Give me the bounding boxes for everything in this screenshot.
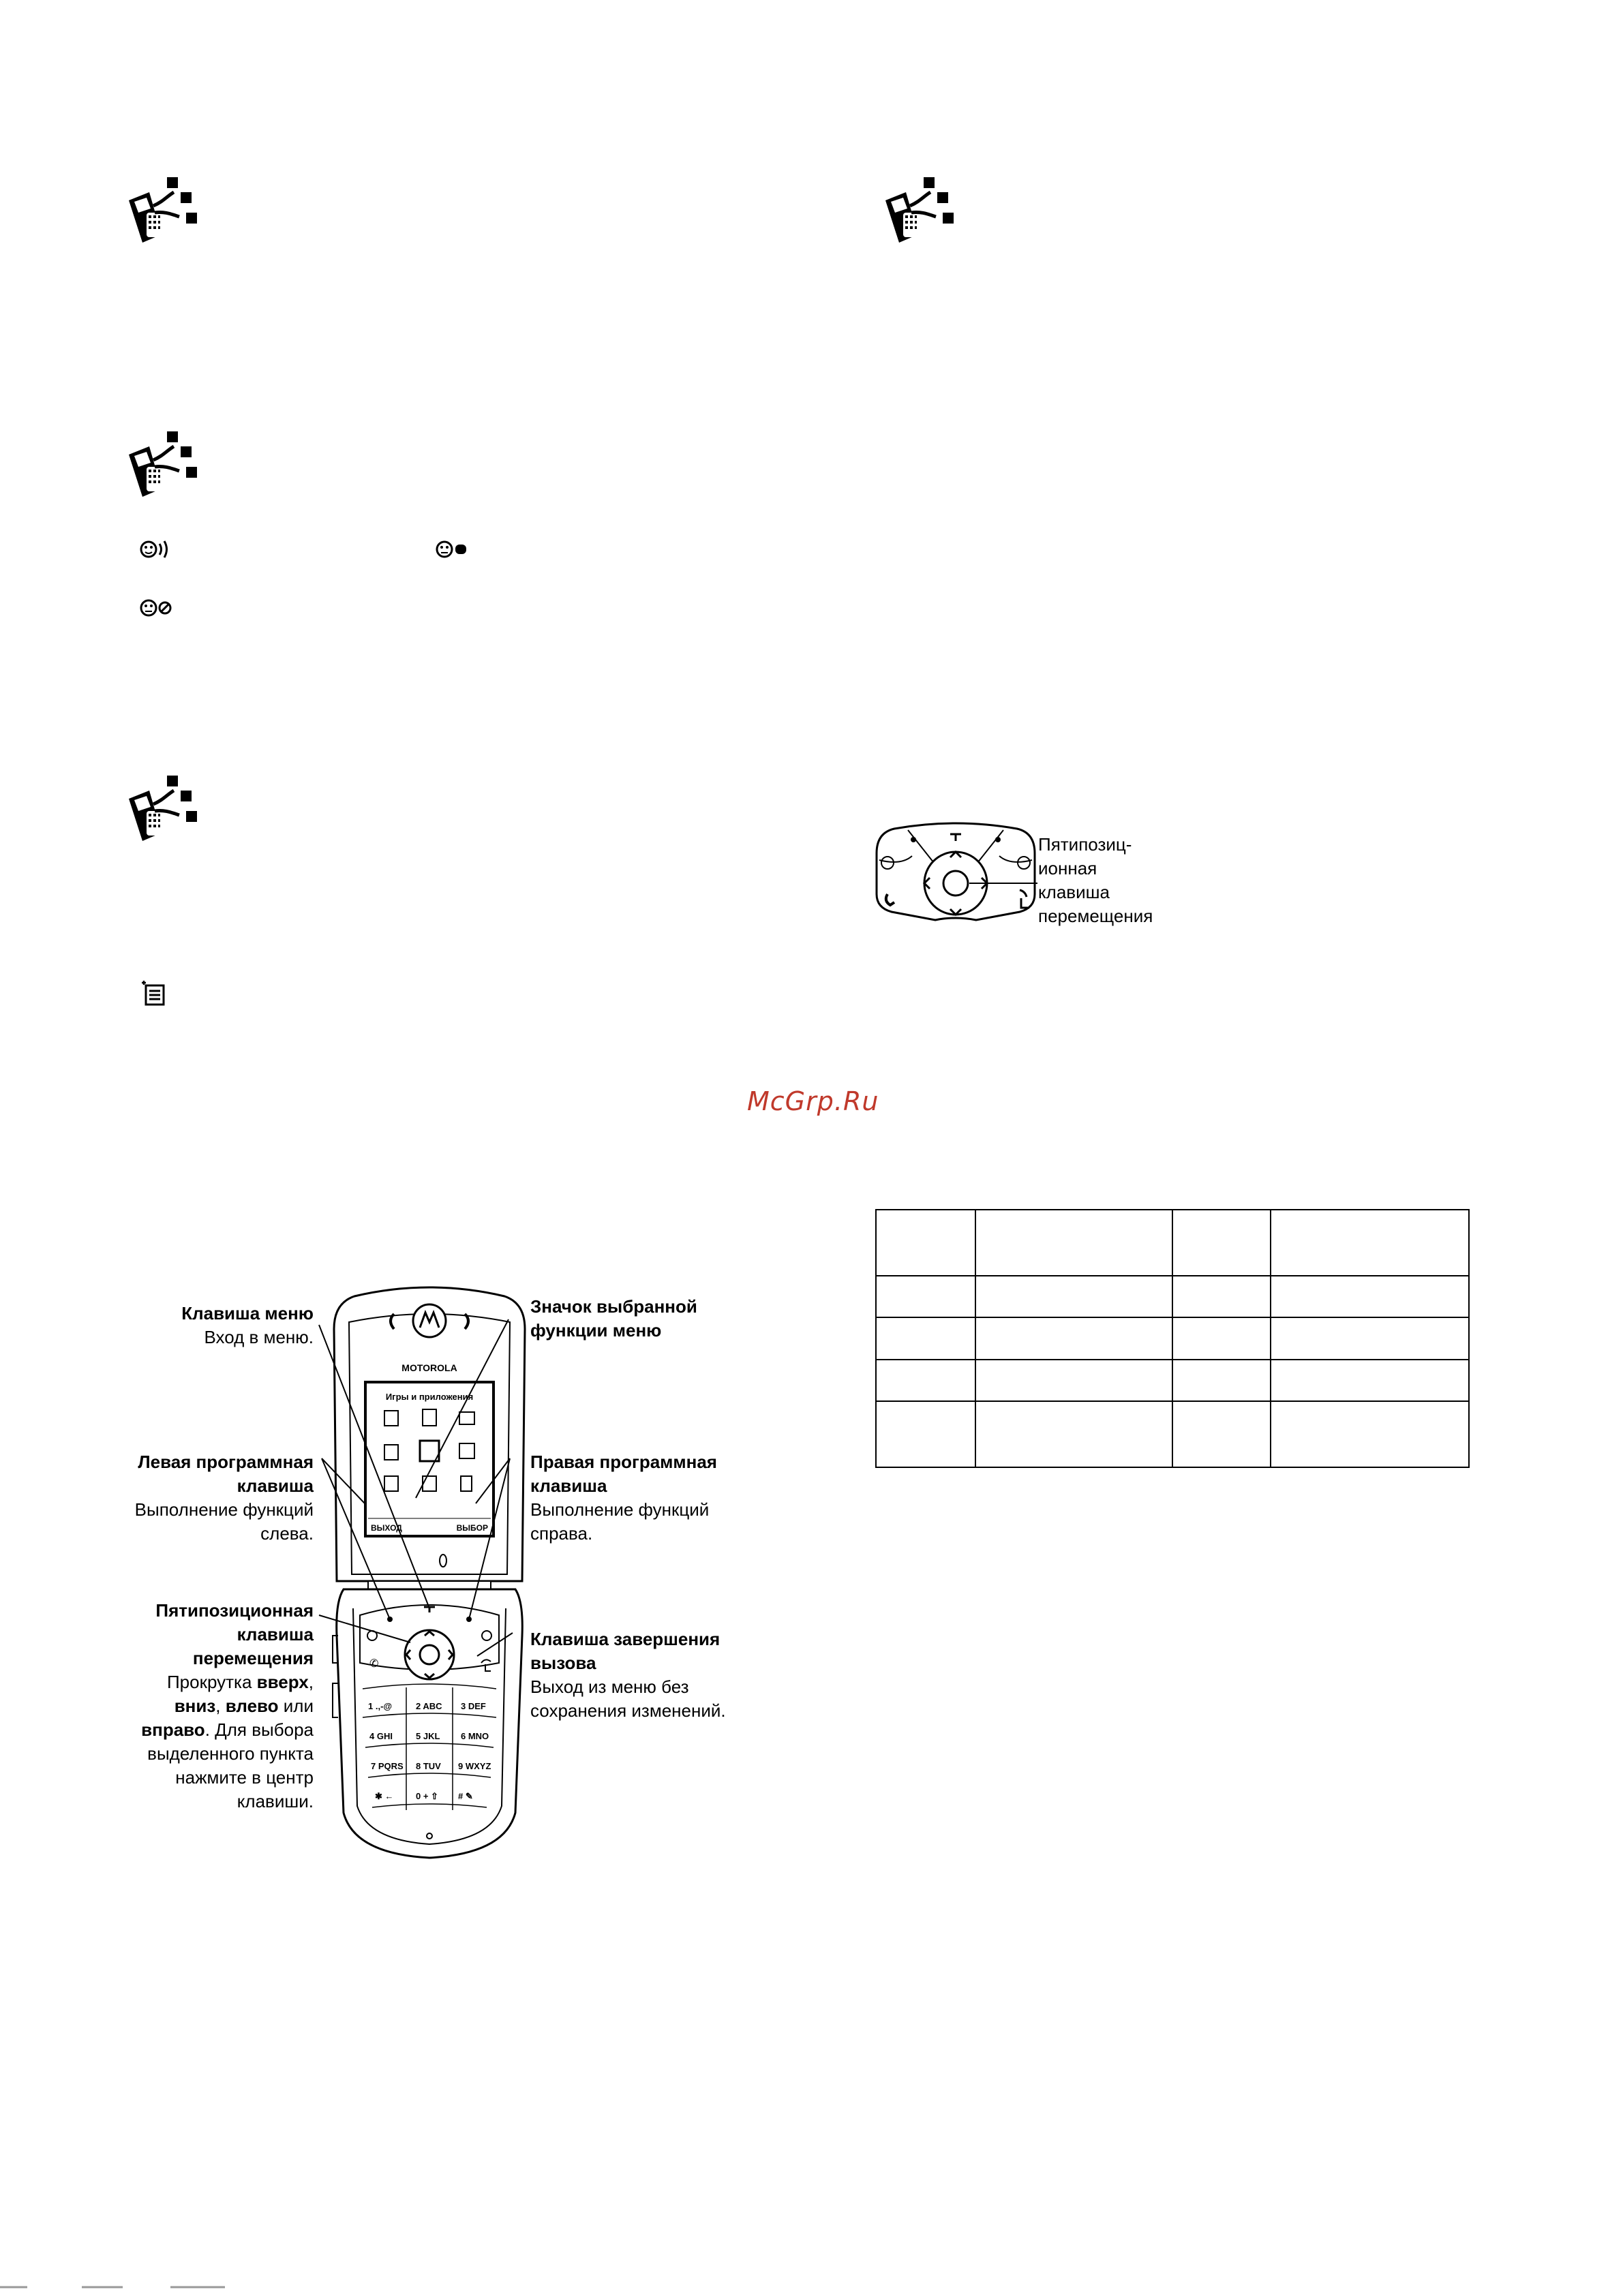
- table-cell: [1271, 1401, 1469, 1467]
- table-cell: [975, 1317, 1172, 1359]
- table-cell: [1172, 1276, 1271, 1317]
- table-cell: [975, 1210, 1172, 1276]
- table-cell: [1172, 1360, 1271, 1401]
- table-cell: [975, 1276, 1172, 1317]
- footer-scan-artifact: [0, 2283, 245, 2290]
- left-soft-key-callout-title: клавиша: [237, 1475, 314, 1496]
- table-cell: [876, 1360, 975, 1401]
- empty-table: [875, 1209, 1470, 1468]
- phone-key[interactable]: 0 + ⇧: [416, 1791, 438, 1801]
- five-way-nav-key-diagram: [874, 821, 1037, 923]
- left-soft-key-callout-desc: Выполнение функций: [134, 1499, 314, 1520]
- table-cell: [1271, 1360, 1469, 1401]
- table-cell: [975, 1360, 1172, 1401]
- watermark: McGrp.Ru: [747, 1086, 879, 1116]
- network-feature-icon: [119, 426, 201, 508]
- nav-key-phone-callout-text: вниз: [174, 1696, 216, 1716]
- left-soft-key-callout-desc: слева.: [260, 1523, 314, 1544]
- ring-sound-icon: [138, 536, 176, 563]
- table-cell: [1271, 1210, 1469, 1276]
- right-soft-key-callout-title: клавиша: [530, 1475, 607, 1496]
- note-icon: [139, 979, 169, 1009]
- menu-key-callout-title: Клавиша меню: [181, 1303, 314, 1323]
- right-soft-key-callout-desc: справа.: [530, 1523, 593, 1544]
- table-cell: [1172, 1317, 1271, 1359]
- network-feature-icon: [119, 172, 201, 254]
- right-soft-key-callout-desc: Выполнение функций: [530, 1499, 710, 1520]
- table-cell: [975, 1401, 1172, 1467]
- table-cell: [876, 1210, 975, 1276]
- nav-key-callout-line: клавиша: [1038, 882, 1110, 902]
- nav-key-phone-callout-title: клавиша: [237, 1624, 314, 1644]
- end-key-callout-desc: Выход из меню без: [530, 1677, 689, 1697]
- menu-key-callout: [136, 1302, 314, 1349]
- network-feature-icon: [119, 770, 201, 852]
- phone-key[interactable]: ✱ ←: [375, 1791, 394, 1801]
- table-cell: [876, 1401, 975, 1467]
- nav-key-phone-callout-title: Пятипозиционная: [155, 1600, 314, 1621]
- nav-key-phone-callout-text: вправо: [141, 1719, 205, 1740]
- table-cell: [1172, 1401, 1271, 1467]
- phone-send-key[interactable]: ✆: [369, 1657, 379, 1670]
- selected-icon-callout-title: функции меню: [530, 1320, 662, 1341]
- nav-key-callout-line: Пятипозиц-: [1038, 834, 1132, 855]
- phone-key[interactable]: 6 MNO: [461, 1731, 489, 1741]
- nav-key-phone-callout-title: перемещения: [192, 1648, 314, 1668]
- vibrate-icon: [434, 536, 472, 563]
- selected-icon-callout: [530, 1295, 735, 1343]
- nav-key-phone-callout-text: . Для выбора: [204, 1719, 314, 1740]
- selected-icon-callout-title: Значок выбранной: [530, 1296, 697, 1317]
- phone-key[interactable]: 8 TUV: [416, 1761, 441, 1771]
- phone-key[interactable]: 5 JKL: [416, 1731, 440, 1741]
- right-soft-key-callout-title: Правая программная: [530, 1452, 717, 1472]
- nav-key-phone-callout-text: или: [278, 1696, 314, 1716]
- nav-key-phone-callout-text: Прокрутка: [166, 1672, 257, 1692]
- phone-key[interactable]: 4 GHI: [369, 1731, 393, 1741]
- phone-key[interactable]: 9 WXYZ: [458, 1761, 491, 1771]
- nav-key-phone-callout-text: вверх: [256, 1672, 309, 1692]
- table-cell: [876, 1317, 975, 1359]
- table-cell: [1271, 1276, 1469, 1317]
- nav-key-phone-callout-text: влево: [225, 1696, 279, 1716]
- phone-key[interactable]: 1 .,-@: [368, 1701, 393, 1711]
- nav-key-phone-callout-text: нажмите в центр: [175, 1767, 314, 1788]
- callout-leader-lines: [314, 1315, 518, 1697]
- left-soft-key-callout-title: Левая программная: [138, 1452, 314, 1472]
- nav-key-callout-line: перемещения: [1038, 906, 1153, 926]
- silent-icon: [138, 594, 176, 622]
- left-soft-key-callout: [116, 1450, 314, 1546]
- end-key-callout-title: Клавиша завершения: [530, 1629, 721, 1649]
- nav-key-phone-callout-text: ,: [308, 1672, 314, 1692]
- nav-key-callout: [1038, 833, 1161, 928]
- phone-screen-title: Игры и приложения: [385, 1392, 474, 1402]
- table-cell: [876, 1276, 975, 1317]
- phone-key[interactable]: 2 ABC: [416, 1701, 442, 1711]
- table-cell: [1271, 1317, 1469, 1359]
- phone-key[interactable]: # ✎: [458, 1791, 473, 1801]
- phone-left-soft-label: ВЫХОД: [371, 1523, 402, 1533]
- end-key-callout-desc: сохранения изменений.: [530, 1700, 726, 1721]
- menu-key-callout-desc: Вход в меню.: [204, 1327, 314, 1347]
- end-key-callout: [530, 1627, 748, 1723]
- nav-key-phone-callout-text: клавиши.: [237, 1791, 314, 1811]
- nav-key-phone-callout: [123, 1599, 314, 1813]
- phone-brand: MOTOROLA: [401, 1362, 457, 1373]
- end-key-callout-title: вызова: [530, 1653, 596, 1673]
- table-cell: [1172, 1210, 1271, 1276]
- nav-key-phone-callout-text: выделенного пункта: [147, 1743, 314, 1764]
- network-feature-icon: [876, 172, 958, 254]
- phone-key[interactable]: 7 PQRS: [371, 1761, 404, 1771]
- nav-key-callout-line: ионная: [1038, 858, 1097, 878]
- nav-key-phone-callout-text: ,: [215, 1696, 226, 1716]
- right-soft-key-callout: [530, 1450, 735, 1546]
- phone-right-soft-label: ВЫБОР: [456, 1523, 488, 1533]
- phone-key[interactable]: 3 DEF: [461, 1701, 486, 1711]
